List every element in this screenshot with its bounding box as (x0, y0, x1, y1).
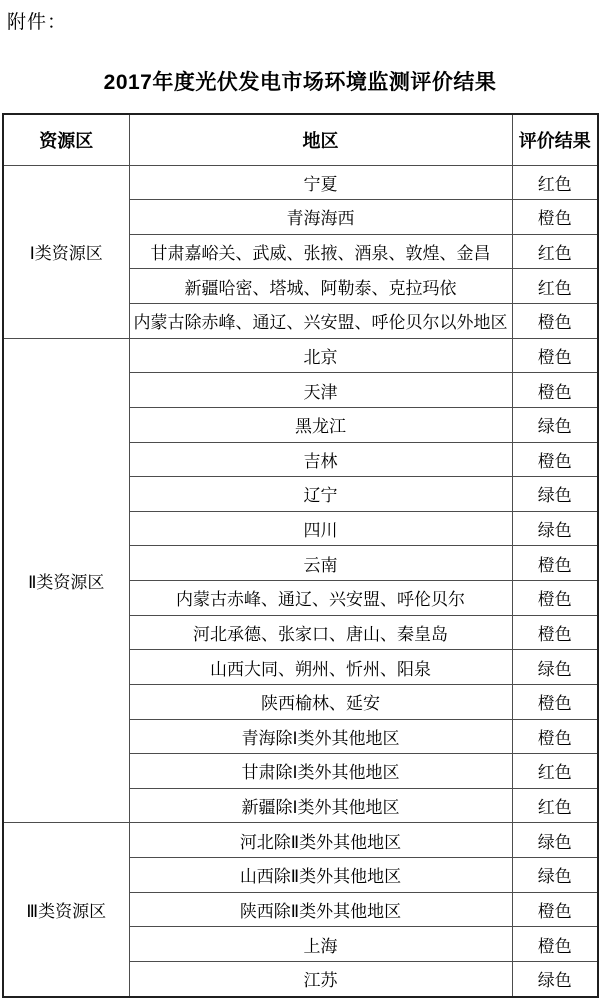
zone-cell: Ⅲ类资源区 (3, 823, 129, 997)
zone-cell: Ⅱ类资源区 (3, 338, 129, 823)
result-cell: 橙色 (512, 927, 598, 962)
region-cell: 青海海西 (129, 200, 512, 235)
region-cell: 四川 (129, 511, 512, 546)
result-cell: 绿色 (512, 823, 598, 858)
table-row (3, 823, 598, 858)
result-cell: 红色 (512, 269, 598, 304)
region-cell: 青海除Ⅰ类外其他地区 (129, 719, 512, 754)
col-header-zone: 资源区 (3, 114, 129, 165)
result-cell: 绿色 (512, 858, 598, 893)
zone-cell: Ⅰ类资源区 (3, 165, 129, 338)
region-cell: 陕西榆林、延安 (129, 684, 512, 719)
region-cell: 吉林 (129, 442, 512, 477)
result-cell: 橙色 (512, 615, 598, 650)
table-row (3, 338, 598, 373)
attachment-label: 附件： (7, 12, 68, 33)
result-cell: 红色 (512, 754, 598, 789)
result-cell: 橙色 (512, 546, 598, 581)
result-cell: 绿色 (512, 477, 598, 512)
page-title: 2017年度光伏发电市场环境监测评价结果 (103, 71, 497, 94)
evaluation-table (2, 113, 599, 998)
region-cell: 北京 (129, 338, 512, 373)
region-cell: 江苏 (129, 961, 512, 997)
result-cell: 绿色 (512, 511, 598, 546)
region-cell: 山西除Ⅱ类外其他地区 (129, 858, 512, 893)
result-cell: 橙色 (512, 442, 598, 477)
result-cell: 橙色 (512, 338, 598, 373)
result-cell: 橙色 (512, 200, 598, 235)
region-cell: 宁夏 (129, 165, 512, 200)
region-cell: 河北承德、张家口、唐山、秦皇岛 (129, 615, 512, 650)
result-cell: 红色 (512, 788, 598, 823)
result-cell: 橙色 (512, 373, 598, 408)
result-cell: 红色 (512, 165, 598, 200)
region-cell: 山西大同、朔州、忻州、阳泉 (129, 650, 512, 685)
result-cell: 绿色 (512, 407, 598, 442)
result-cell: 橙色 (512, 304, 598, 339)
region-cell: 上海 (129, 927, 512, 962)
region-cell: 陕西除Ⅱ类外其他地区 (129, 892, 512, 927)
result-cell: 红色 (512, 234, 598, 269)
result-cell: 绿色 (512, 650, 598, 685)
col-header-region: 地区 (129, 114, 512, 165)
result-cell: 橙色 (512, 684, 598, 719)
region-cell: 内蒙古赤峰、通辽、兴安盟、呼伦贝尔 (129, 581, 512, 616)
region-cell: 甘肃嘉峪关、武威、张掖、酒泉、敦煌、金昌 (129, 234, 512, 269)
table-body (3, 165, 598, 997)
result-cell: 橙色 (512, 892, 598, 927)
col-header-result: 评价结果 (512, 114, 598, 165)
region-cell: 黑龙江 (129, 407, 512, 442)
result-cell: 橙色 (512, 719, 598, 754)
region-cell: 河北除Ⅱ类外其他地区 (129, 823, 512, 858)
header-row (3, 114, 598, 165)
region-cell: 天津 (129, 373, 512, 408)
region-cell: 内蒙古除赤峰、通辽、兴安盟、呼伦贝尔以外地区 (129, 304, 512, 339)
region-cell: 新疆哈密、塔城、阿勒泰、克拉玛依 (129, 269, 512, 304)
region-cell: 辽宁 (129, 477, 512, 512)
region-cell: 甘肃除Ⅰ类外其他地区 (129, 754, 512, 789)
region-cell: 新疆除Ⅰ类外其他地区 (129, 788, 512, 823)
table-header (3, 114, 598, 165)
region-cell: 云南 (129, 546, 512, 581)
result-cell: 绿色 (512, 961, 598, 997)
table-row (3, 165, 598, 200)
result-cell: 橙色 (512, 581, 598, 616)
